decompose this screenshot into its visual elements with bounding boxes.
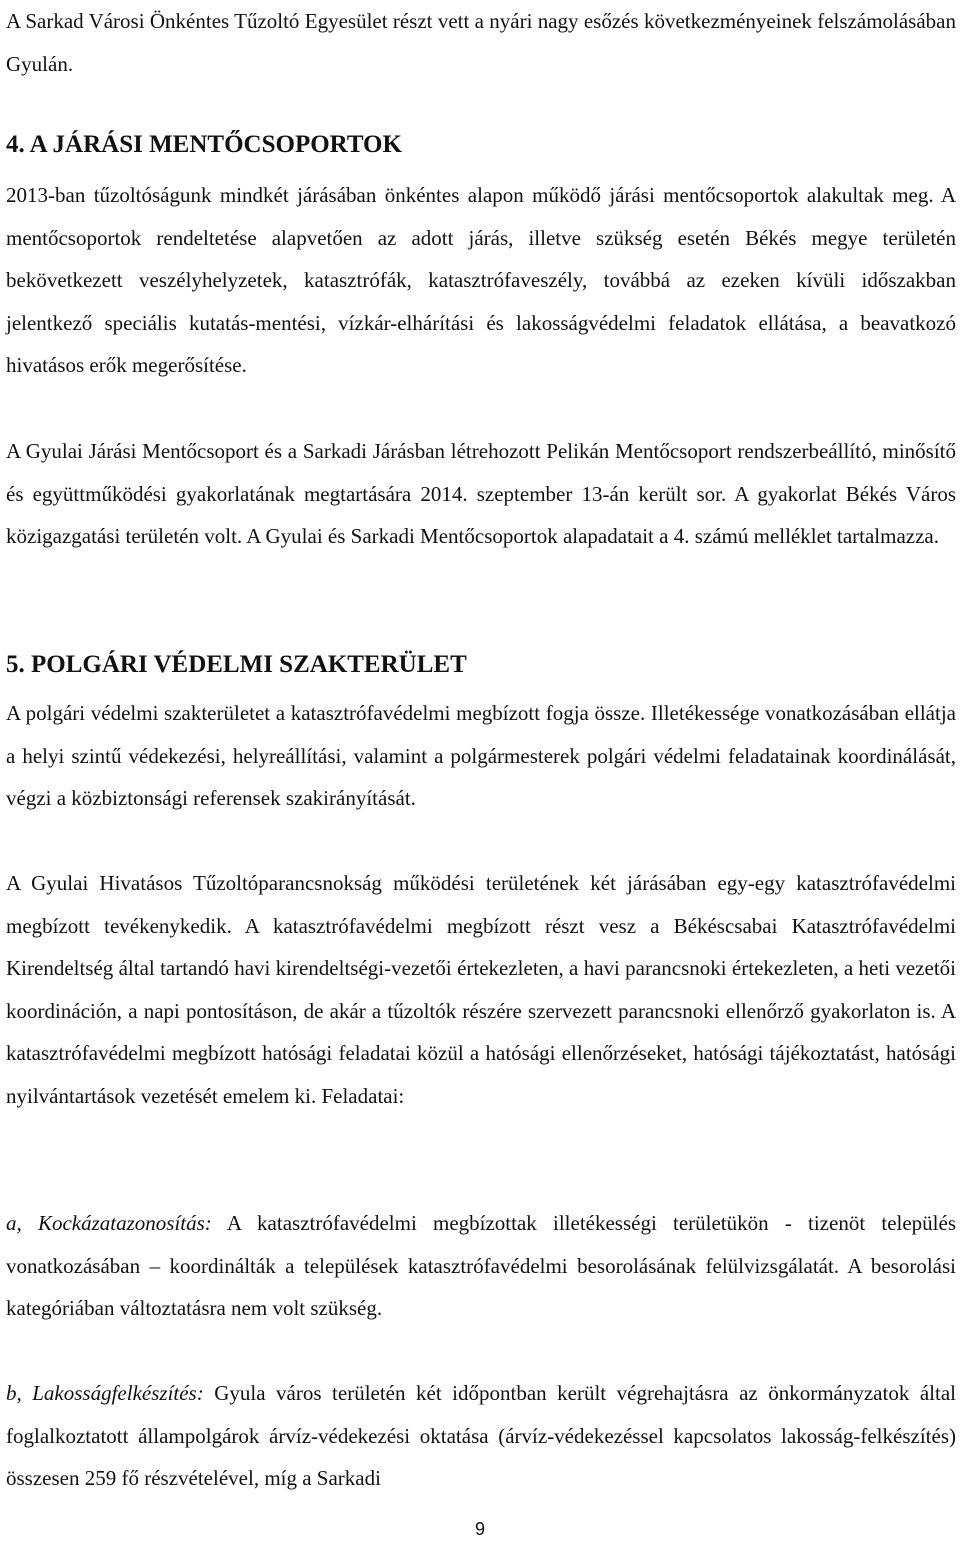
paragraph-hivatasos-tuzoltosag: A Gyulai Hivatásos Tűzoltóparancsnokság működési területének két járásában egy-egy katasztrófavédelmi megbízott tevékenykedik. A katasztrófavédelmi megbízott részt vesz a Békéscsabai Katasztrófavédelmi Kirendeltség által tartandó havi kirendeltségi-vezetői értekezleten, a havi parancsnoki értekezleten, a heti vezetői koordináción, a napi pontosításon, de akár a tűzoltók részére szervezett parancsnoki ellenőrző gyakorlaton is. A katasztrófavédelmi megbízott hatósági feladatai közül a hatósági ellenőrzéseket, hatósági tájékoztatást, hatósági nyilvántartások vezetését emelem ki. Feladatai:: [6, 871, 956, 1108]
paragraph-polgari-vedelem: A polgári védelmi szakterületet a katasztrófavédelmi megbízott fogja össze. Illetékessége vonatkozásában ellátja a helyi szintű védekezési, helyreállítási, valamint a polgármesterek polgári védelmi feladatainak koordinálását, végzi a közbiztonsági referensek szakirányítását.: [6, 701, 956, 810]
item-a-label: a, Kockázatazonosítás:: [6, 1211, 212, 1235]
item-b-text: Gyula város területén két időpontban került végrehajtásra az önkormányzatok által foglalkoztatott állampolgárok árvíz-védekezési oktatása (árvíz-védekezéssel kapcsolatos lakosság-felkészítés) összesen 259 fő részvételével, míg a Sarkadi: [6, 1381, 956, 1490]
paragraph-jarasi-mentocsoportok: 2013-ban tűzoltóságunk mindkét járásában önkéntes alapon működő járási mentőcsoportok alakultak meg. A mentőcsoportok rendeltetése alapvetően az adott járás, illetve szükség esetén Békés megye területén bekövetkezett veszélyhelyzetek, katasztrófák, katasztrófaveszély, továbbá az ezeken kívüli időszakban jelentkező speciális kutatás-mentési, vízkár-elhárítási és lakosságvédelmi feladatok ellátása, a beavatkozó hivatásos erők megerősítése.: [6, 183, 956, 377]
paragraph-item-b: [6, 1372, 956, 1500]
heading-section-4: 4. A JÁRÁSI MENTŐCSOPORTOK: [6, 131, 402, 158]
item-b-label: b, Lakosságfelkészítés:: [6, 1381, 204, 1405]
item-a-text: A katasztrófavédelmi megbízottak illetékességi területükön - tizenöt település vonatkozásában – koordinálták a települések katasztrófavédelmi besorolásának felülvizsgálatát. A besorolási kategóriában változtatásra nem volt szükség.: [6, 1211, 956, 1320]
paragraph-item-a: [6, 1202, 956, 1330]
paragraph-intro: A Sarkad Városi Önkéntes Tűzoltó Egyesület részt vett a nyári nagy esőzés következményeinek felszámolásában Gyulán.: [6, 9, 956, 76]
paragraph-gyakorlat: A Gyulai Járási Mentőcsoport és a Sarkadi Járásban létrehozott Pelikán Mentőcsoport rendszerbeállító, minősítő és együttműködési gyakorlatának megtartására 2014. szeptember 13-án került sor. A gyakorlat Békés Város közigazgatási területén volt. A Gyulai és Sarkadi Mentőcsoportok alapadatait a 4. számú melléklet tartalmazza.: [6, 439, 956, 548]
heading-section-5: 5. POLGÁRI VÉDELMI SZAKTERÜLET: [6, 651, 467, 678]
page-number: 9: [474, 1519, 485, 1539]
